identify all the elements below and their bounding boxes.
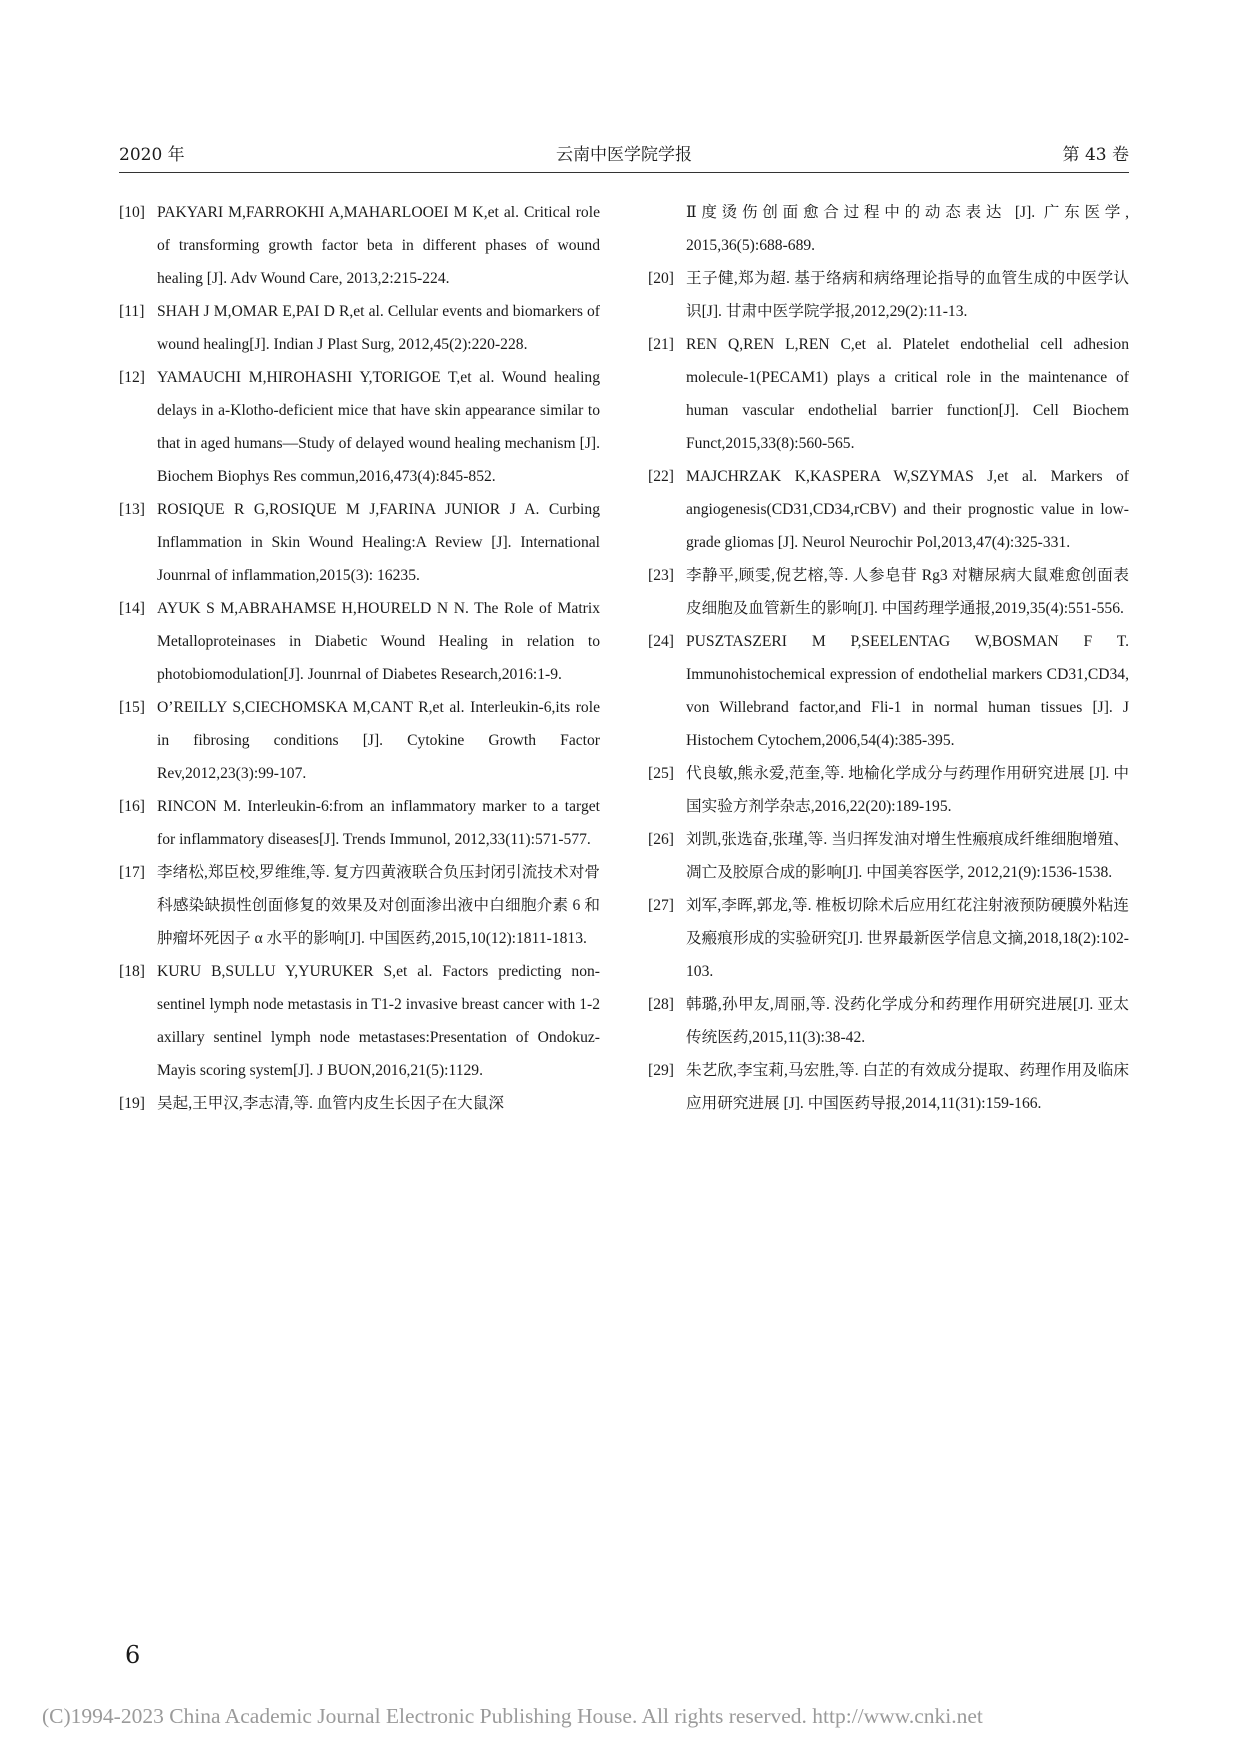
reference-continuation: Ⅱ度烫伤创面愈合过程中的动态表达 [J]. 广东医学, 2015,36(5):688-689. <box>686 204 1129 254</box>
reference-item <box>648 460 1129 559</box>
reference-text: KURU B,SULLU Y,YURUKER S,et al. Factors predicting non-sentinel lymph node metastasis in T1-2 invasive breast cancer with 1-2 axillary sentinel lymph node metastases:Presentation of Ondokuz-Mayis scoring system[J]. J BUON,2016,21(5):1129. <box>157 963 600 1079</box>
reference-item <box>119 361 600 493</box>
reference-item <box>119 1087 600 1120</box>
reference-text: 王子健,郑为超. 基于络病和病络理论指导的血管生成的中医学认识[J]. 甘肃中医学院学报,2012,29(2):11-13. <box>686 270 1129 320</box>
reference-number: [10] <box>119 204 145 221</box>
reference-number: [28] <box>648 996 674 1013</box>
reference-number: [12] <box>119 369 145 386</box>
reference-number: [13] <box>119 501 145 518</box>
reference-number: [27] <box>648 897 674 914</box>
reference-text: SHAH J M,OMAR E,PAI D R,et al. Cellular events and biomarkers of wound healing[J]. Indian J Plast Surg, 2012,45(2):220-228. <box>157 303 600 353</box>
reference-number: [19] <box>119 1095 145 1112</box>
reference-item <box>119 790 600 856</box>
reference-number: [17] <box>119 864 145 881</box>
header-volume: 第 43 卷 <box>1062 145 1129 165</box>
reference-item <box>648 988 1129 1054</box>
reference-item <box>648 757 1129 823</box>
reference-text: O’REILLY S,CIECHOMSKA M,CANT R,et al. Interleukin-6,its role in fibrosing conditions [J]. Cytokine Growth Factor Rev,2012,23(3):99-107. <box>157 699 600 782</box>
reference-item <box>648 328 1129 460</box>
references-right-column <box>648 196 1129 1120</box>
reference-text: 刘凯,张选奋,张瑾,等. 当归挥发油对增生性瘢痕成纤维细胞增殖、凋亡及胶原合成的影响[J]. 中国美容医学, 2012,21(9):1536-1538. <box>686 831 1129 881</box>
reference-number: [25] <box>648 765 674 782</box>
header-journal-title: 云南中医学院学报 <box>556 145 692 165</box>
header-rule <box>119 172 1129 173</box>
reference-text: AYUK S M,ABRAHAMSE H,HOURELD N N. The Role of Matrix Metalloproteinases in Diabetic Wound Healing in relation to photobiomodulation[J]. Jounrnal of Diabetes Research,2016:1-9. <box>157 600 600 683</box>
reference-item <box>648 1054 1129 1120</box>
reference-text: PAKYARI M,FARROKHI A,MAHARLOOEI M K,et al. Critical role of transforming growth factor beta in different phases of wound healing [J]. Adv Wound Care, 2013,2:215-224. <box>157 204 600 287</box>
reference-text: 刘军,李晖,郭龙,等. 椎板切除术后应用红花注射液预防硬膜外粘连及瘢痕形成的实验研究[J]. 世界最新医学信息文摘,2018,18(2):102-103. <box>686 897 1129 980</box>
reference-item <box>119 856 600 955</box>
reference-number: [26] <box>648 831 674 848</box>
reference-item <box>648 823 1129 889</box>
reference-text: 代良敏,熊永爱,范奎,等. 地榆化学成分与药理作用研究进展 [J]. 中国实验方剂学杂志,2016,22(20):189-195. <box>686 765 1129 815</box>
reference-item <box>648 889 1129 988</box>
header-year: 2020 年 <box>119 145 185 165</box>
reference-item <box>648 559 1129 625</box>
reference-number: [24] <box>648 633 674 650</box>
reference-number: [29] <box>648 1062 674 1079</box>
reference-number: [22] <box>648 468 674 485</box>
reference-item <box>119 955 600 1087</box>
reference-text: 吴起,王甲汉,李志清,等. 血管内皮生长因子在大鼠深 <box>157 1095 504 1112</box>
reference-text: YAMAUCHI M,HIROHASHI Y,TORIGOE T,et al. Wound healing delays in a-Klotho-deficient mice that have skin appearance similar to that in aged humans—Study of delayed wound healing mechanism [J]. Biochem Biophys Res commun,2016,473(4):845-852. <box>157 369 600 485</box>
reference-text: RINCON M. Interleukin-6:from an inflammatory marker to a target for inflammatory diseases[J]. Trends Immunol, 2012,33(11):571-577. <box>157 798 600 848</box>
reference-text: 朱艺欣,李宝莉,马宏胜,等. 白芷的有效成分提取、药理作用及临床应用研究进展 [J]. 中国医药导报,2014,11(31):159-166. <box>686 1062 1129 1112</box>
reference-item <box>119 196 600 295</box>
reference-item <box>119 295 600 361</box>
reference-item <box>648 262 1129 328</box>
page-number: 6 <box>125 1641 141 1669</box>
reference-text: 韩璐,孙甲友,周丽,等. 没药化学成分和药理作用研究进展[J]. 亚太传统医药,2015,11(3):38-42. <box>686 996 1129 1046</box>
reference-number: [14] <box>119 600 145 617</box>
reference-item <box>119 592 600 691</box>
copyright-footer: (C)1994-2023 China Academic Journal Electronic Publishing House. All rights reserved. http://www.cnki.net <box>42 1704 983 1728</box>
reference-number: [11] <box>119 303 145 320</box>
reference-item <box>119 691 600 790</box>
reference-item <box>648 625 1129 757</box>
reference-item <box>119 493 600 592</box>
reference-number: [23] <box>648 567 674 584</box>
reference-text: MAJCHRZAK K,KASPERA W,SZYMAS J,et al. Markers of angiogenesis(CD31,CD34,rCBV) and their prognostic value in low-grade gliomas [J]. Neurol Neurochir Pol,2013,47(4):325-331. <box>686 468 1129 551</box>
running-header <box>119 142 1129 168</box>
reference-text: REN Q,REN L,REN C,et al. Platelet endothelial cell adhesion molecule-1(PECAM1) plays a critical role in the maintenance of human vascular endothelial barrier function[J]. Cell Biochem Funct,2015,33(8):560-565. <box>686 336 1129 452</box>
references-left-column <box>119 196 600 1120</box>
reference-number: [16] <box>119 798 145 815</box>
reference-text: ROSIQUE R G,ROSIQUE M J,FARINA JUNIOR J A. Curbing Inflammation in Skin Wound Healing:A Review [J]. International Jounrnal of inflammation,2015(3): 16235. <box>157 501 600 584</box>
reference-text: 李静平,顾雯,倪艺榕,等. 人参皂苷 Rg3 对糖尿病大鼠难愈创面表皮细胞及血管新生的影响[J]. 中国药理学通报,2019,35(4):551-556. <box>686 567 1129 617</box>
reference-text: PUSZTASZERI M P,SEELENTAG W,BOSMAN F T. Immunohistochemical expression of endothelial markers CD31,CD34, von Willebrand factor,and Fli-1 in normal human tissues [J]. J Histochem Cytochem,2006,54(4):385-395. <box>686 633 1129 749</box>
reference-number: [18] <box>119 963 145 980</box>
reference-number: [20] <box>648 270 674 287</box>
reference-text: 李绪松,郑臣校,罗维维,等. 复方四黄液联合负压封闭引流技术对骨科感染缺损性创面修复的效果及对创面渗出液中白细胞介素 6 和肿瘤坏死因子 α 水平的影响[J]. 中国医药,2015,10(12):1811-1813. <box>157 864 600 947</box>
reference-number: [21] <box>648 336 674 353</box>
reference-number: [15] <box>119 699 145 716</box>
